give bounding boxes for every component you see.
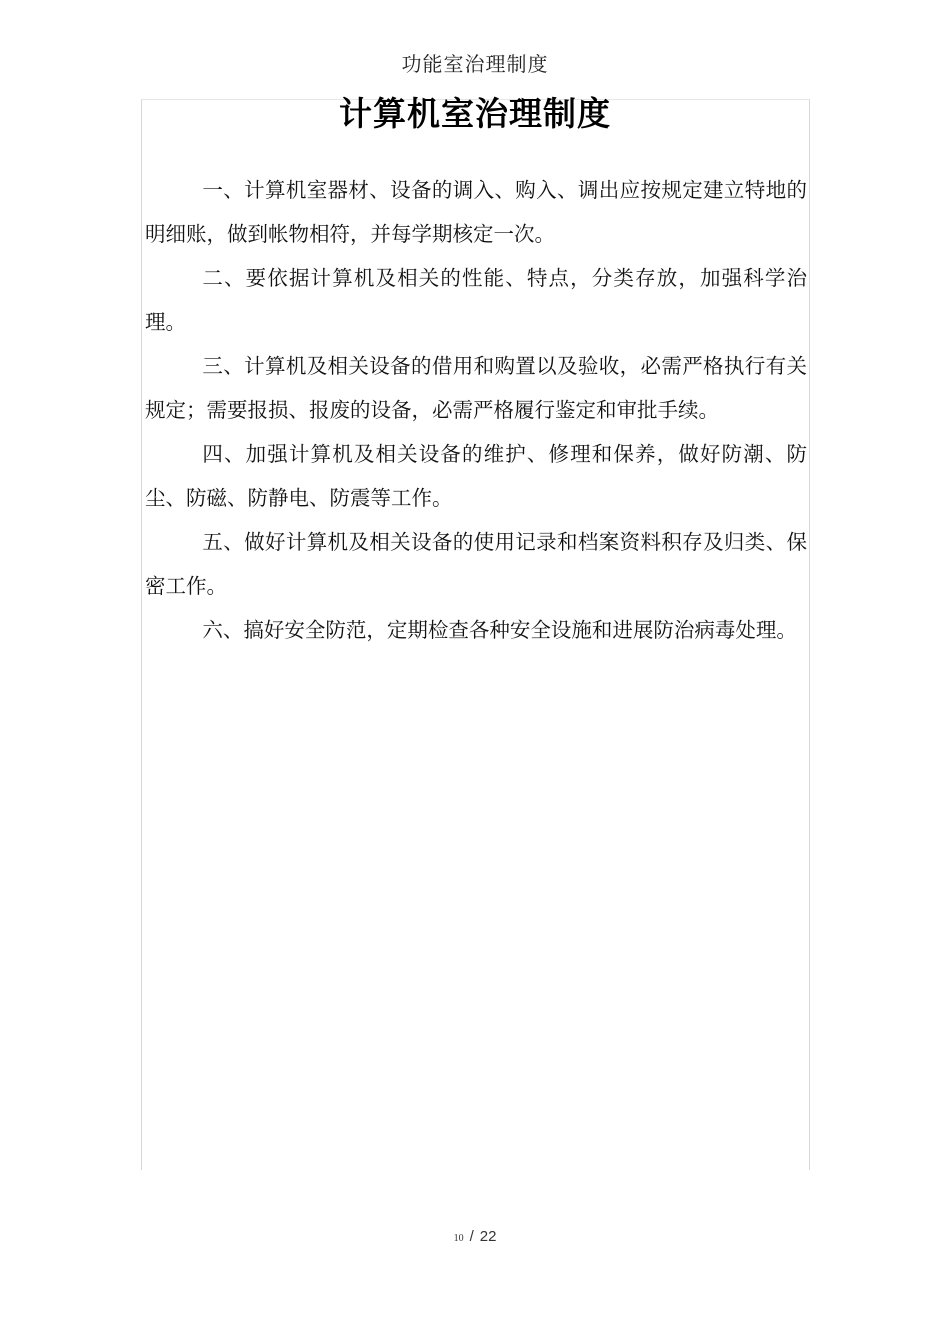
paragraph-5: 五、做好计算机及相关设备的使用记录和档案资料积存及归类、保密工作。 <box>145 530 807 598</box>
page-separator: / <box>469 1228 474 1245</box>
current-page: 10 <box>453 1233 464 1244</box>
running-header: 功能室治理制度 <box>401 52 549 76</box>
total-pages: 22 <box>479 1228 497 1245</box>
paragraph-2: 二、要依据计算机及相关的性能、特点，分类存放，加强科学治理。 <box>145 266 807 334</box>
document-body <box>145 168 807 652</box>
page-number <box>0 1228 950 1245</box>
paragraph-3: 三、计算机及相关设备的借用和购置以及验收，必需严格执行有关规定；需要报损、报废的设备，必需严格履行鉴定和审批手续。 <box>145 354 807 422</box>
paragraph-1: 一、计算机室器材、设备的调入、购入、调出应按规定建立特地的明细账，做到帐物相符，并每学期核定一次。 <box>145 178 807 246</box>
document-title: 计算机室治理制度 <box>339 94 611 133</box>
paragraph-4: 四、加强计算机及相关设备的维护、修理和保养，做好防潮、防尘、防磁、防静电、防震等工作。 <box>145 442 807 510</box>
paragraph-6: 六、搞好安全防范，定期检查各种安全设施和进展防治病毒处理。 <box>202 618 797 642</box>
